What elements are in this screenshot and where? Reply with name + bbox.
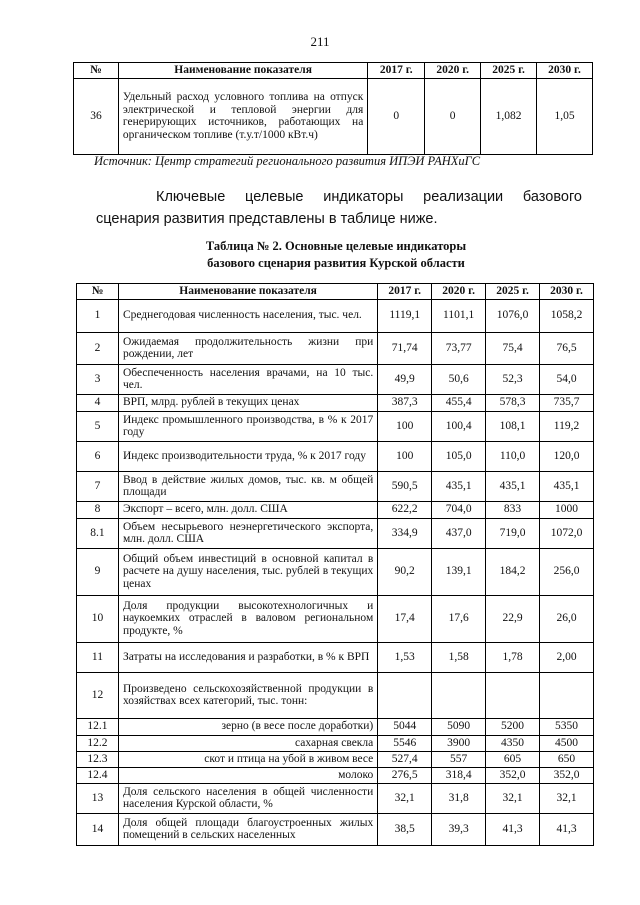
value-cell: 5546: [378, 735, 432, 751]
value-cell: 17,4: [378, 595, 432, 642]
value-cell: [486, 672, 540, 718]
value-cell: 735,7: [540, 394, 594, 411]
table-row: [77, 501, 594, 518]
value-cell: 5200: [486, 718, 540, 735]
table-row: [77, 394, 594, 411]
value-cell: 435,1: [540, 471, 594, 501]
value-cell: 75,4: [486, 332, 540, 364]
table-row: [74, 78, 593, 154]
indicator-name: Затраты на исследования и разработки, в % к ВРП: [118, 642, 377, 672]
value-cell: [432, 672, 486, 718]
table-row: [77, 441, 594, 471]
value-cell: 719,0: [486, 518, 540, 548]
indicator-name: Индекс производительности труда, % к 2017 году: [118, 441, 377, 471]
value-cell: 435,1: [432, 471, 486, 501]
value-cell: 90,2: [378, 548, 432, 595]
value-cell: 32,1: [378, 783, 432, 813]
value-cell: [540, 672, 594, 718]
indicator-name: Доля сельского населения в общей численности населения Курской области, %: [118, 783, 377, 813]
value-cell: 704,0: [432, 501, 486, 518]
table-row: [77, 518, 594, 548]
table-row: [77, 548, 594, 595]
table-row: [77, 642, 594, 672]
column-header: 2017 г.: [378, 284, 432, 300]
indicator-name: Индекс промышленного производства, в % к 2017 году: [118, 411, 377, 441]
table-header-row: [74, 63, 593, 79]
value-cell: 557: [432, 751, 486, 767]
value-cell: 139,1: [432, 548, 486, 595]
table-row: [77, 471, 594, 501]
value-cell: 1000: [540, 501, 594, 518]
value-cell: 1101,1: [432, 299, 486, 332]
value-cell: 26,0: [540, 595, 594, 642]
row-number: 12.3: [77, 751, 119, 767]
value-cell: 276,5: [378, 767, 432, 783]
table-row: [77, 595, 594, 642]
value-cell: 1,082: [481, 78, 537, 154]
value-cell: 31,8: [432, 783, 486, 813]
table-caption: [96, 238, 576, 272]
value-cell: 184,2: [486, 548, 540, 595]
value-cell: 39,3: [432, 813, 486, 845]
value-cell: 2,00: [540, 642, 594, 672]
table-row: [77, 735, 594, 751]
column-header: 2025 г.: [486, 284, 540, 300]
indicator-name: молоко: [118, 767, 377, 783]
indicator-name: сахарная свекла: [118, 735, 377, 751]
row-number: 4: [77, 394, 119, 411]
value-cell: 5090: [432, 718, 486, 735]
table-row: [77, 332, 594, 364]
indicator-name: Экспорт – всего, млн. долл. США: [118, 501, 377, 518]
value-cell: 622,2: [378, 501, 432, 518]
value-cell: 0: [368, 78, 425, 154]
value-cell: 387,3: [378, 394, 432, 411]
value-cell: 49,9: [378, 364, 432, 394]
table-row: [77, 783, 594, 813]
page-number: 211: [310, 34, 330, 49]
caption-line-1: Таблица № 2. Основные целевые индикаторы: [205, 239, 467, 253]
row-number: 12: [77, 672, 119, 718]
row-number: 14: [77, 813, 119, 845]
intro-paragraph: Ключевые целевые индикаторы реализации базового сценария развития представлены в таблице ниже.: [96, 189, 582, 227]
value-cell: 110,0: [486, 441, 540, 471]
table-row: [77, 813, 594, 845]
value-cell: 833: [486, 501, 540, 518]
value-cell: 105,0: [432, 441, 486, 471]
row-number: 13: [77, 783, 119, 813]
table-header-row: [77, 284, 594, 300]
value-cell: 100,4: [432, 411, 486, 441]
table-row: [77, 364, 594, 394]
column-header: 2017 г.: [368, 63, 425, 79]
value-cell: 318,4: [432, 767, 486, 783]
table-target-indicators: [76, 283, 594, 846]
value-cell: 1119,1: [378, 299, 432, 332]
value-cell: 352,0: [540, 767, 594, 783]
row-number: 36: [74, 78, 119, 154]
value-cell: 4350: [486, 735, 540, 751]
value-cell: 0: [425, 78, 481, 154]
value-cell: 1076,0: [486, 299, 540, 332]
row-number: 9: [77, 548, 119, 595]
value-cell: 527,4: [378, 751, 432, 767]
row-number: 10: [77, 595, 119, 642]
source-note: Источник: Центр стратегий регионального развития ИПЭИ РАНХиГС: [94, 154, 481, 168]
value-cell: 120,0: [540, 441, 594, 471]
row-number: 8.1: [77, 518, 119, 548]
indicator-name: Произведено сельскохозяйственной продукции в хозяйствах всех категорий, тыс. тонн:: [118, 672, 377, 718]
table-row: [77, 751, 594, 767]
value-cell: 54,0: [540, 364, 594, 394]
value-cell: 100: [378, 441, 432, 471]
indicator-name: ВРП, млрд. рублей в текущих ценах: [118, 394, 377, 411]
value-cell: 455,4: [432, 394, 486, 411]
value-cell: 437,0: [432, 518, 486, 548]
value-cell: 5350: [540, 718, 594, 735]
row-number: 12.1: [77, 718, 119, 735]
row-number: 12.4: [77, 767, 119, 783]
value-cell: 650: [540, 751, 594, 767]
row-number: 11: [77, 642, 119, 672]
row-number: 8: [77, 501, 119, 518]
value-cell: 1,05: [537, 78, 593, 154]
table-row: [77, 299, 594, 332]
value-cell: 32,1: [540, 783, 594, 813]
indicator-name: Удельный расход условного топлива на отпуск электрической и тепловой энергии для генерирующих источников, работающих на органическом топливе (т.у.т/1000 кВт.ч): [118, 78, 367, 154]
value-cell: 3900: [432, 735, 486, 751]
indicator-name: Объем несырьевого неэнергетического экспорта, млн. долл. США: [118, 518, 377, 548]
row-number: 6: [77, 441, 119, 471]
row-number: 2: [77, 332, 119, 364]
value-cell: 108,1: [486, 411, 540, 441]
column-header: 2020 г.: [425, 63, 481, 79]
indicator-name: Общий объем инвестиций в основной капитал в расчете на душу населения, тыс. рублей в текущих ценах: [118, 548, 377, 595]
caption-line-2: базового сценария развития Курской области: [207, 256, 465, 270]
value-cell: 71,74: [378, 332, 432, 364]
value-cell: 1,53: [378, 642, 432, 672]
column-header: 2030 г.: [540, 284, 594, 300]
value-cell: 100: [378, 411, 432, 441]
value-cell: 1,58: [432, 642, 486, 672]
column-header: Наименование показателя: [118, 284, 377, 300]
indicator-name: Среднегодовая численность населения, тыс. чел.: [118, 299, 377, 332]
indicator-name: зерно (в весе после доработки): [118, 718, 377, 735]
row-number: 12.2: [77, 735, 119, 751]
value-cell: 73,77: [432, 332, 486, 364]
value-cell: 22,9: [486, 595, 540, 642]
row-number: 3: [77, 364, 119, 394]
value-cell: 41,3: [540, 813, 594, 845]
value-cell: 334,9: [378, 518, 432, 548]
row-number: 5: [77, 411, 119, 441]
table-fuel-consumption: [73, 62, 593, 155]
value-cell: 17,6: [432, 595, 486, 642]
column-header: 2020 г.: [432, 284, 486, 300]
value-cell: 38,5: [378, 813, 432, 845]
value-cell: 1058,2: [540, 299, 594, 332]
table-row: [77, 718, 594, 735]
indicator-name: скот и птица на убой в живом весе: [118, 751, 377, 767]
value-cell: 590,5: [378, 471, 432, 501]
table-row: [77, 672, 594, 718]
value-cell: 119,2: [540, 411, 594, 441]
value-cell: 32,1: [486, 783, 540, 813]
value-cell: 352,0: [486, 767, 540, 783]
value-cell: 5044: [378, 718, 432, 735]
value-cell: 4500: [540, 735, 594, 751]
value-cell: 50,6: [432, 364, 486, 394]
indicator-name: Обеспеченность населения врачами, на 10 тыс. чел.: [118, 364, 377, 394]
table-row: [77, 767, 594, 783]
column-header: №: [74, 63, 119, 79]
value-cell: 605: [486, 751, 540, 767]
indicator-name: Ввод в действие жилых домов, тыс. кв. м общей площади: [118, 471, 377, 501]
value-cell: 1072,0: [540, 518, 594, 548]
value-cell: 256,0: [540, 548, 594, 595]
value-cell: [378, 672, 432, 718]
column-header: 2030 г.: [537, 63, 593, 79]
row-number: 7: [77, 471, 119, 501]
value-cell: 578,3: [486, 394, 540, 411]
indicator-name: Доля общей площади благоустроенных жилых помещений в сельских населенных: [118, 813, 377, 845]
value-cell: 1,78: [486, 642, 540, 672]
value-cell: 41,3: [486, 813, 540, 845]
column-header: Наименование показателя: [118, 63, 367, 79]
row-number: 1: [77, 299, 119, 332]
value-cell: 52,3: [486, 364, 540, 394]
indicator-name: Ожидаемая продолжительность жизни при рождении, лет: [118, 332, 377, 364]
value-cell: 76,5: [540, 332, 594, 364]
table-row: [77, 411, 594, 441]
column-header: 2025 г.: [481, 63, 537, 79]
indicator-name: Доля продукции высокотехнологичных и наукоемких отраслей в валовом региональном продукте, %: [118, 595, 377, 642]
column-header: №: [77, 284, 119, 300]
value-cell: 435,1: [486, 471, 540, 501]
